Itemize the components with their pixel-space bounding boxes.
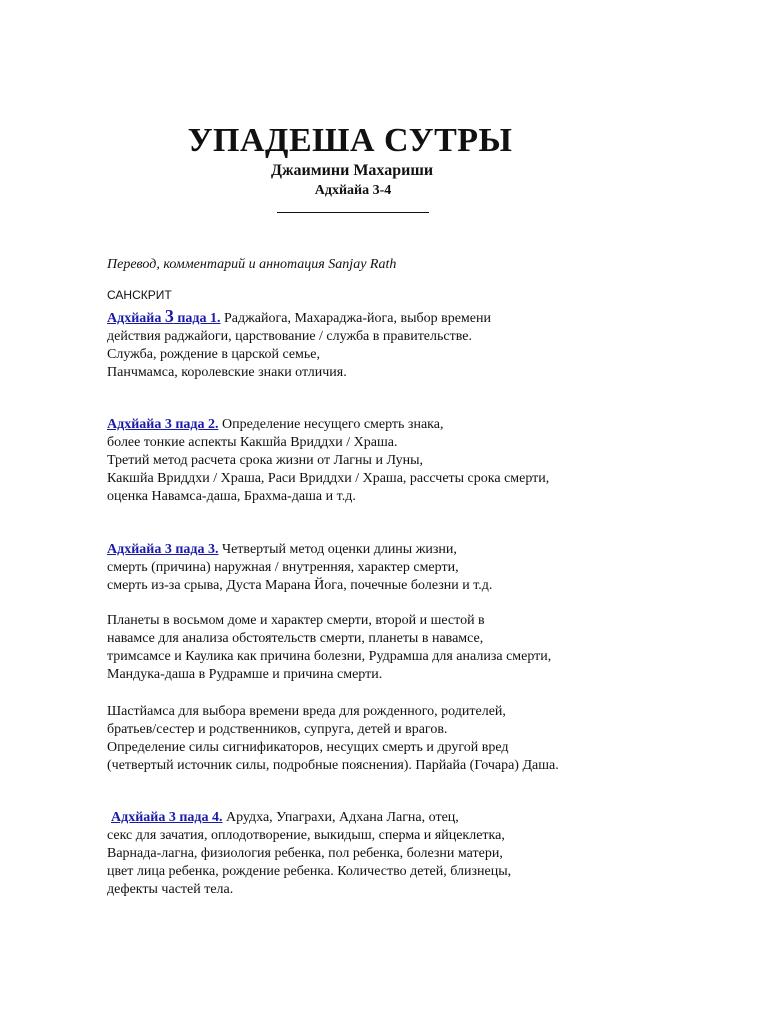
translation-note: Перевод, комментарий и аннотация Sanjay Rath: [107, 257, 397, 272]
section-line: Адхйайа 3 пада 4. Арудха, Упаграхи, Адхана Лагна, отец,: [111, 810, 459, 825]
section-line: братьев/сестер и родственников, супруга, детей и врагов.: [107, 722, 448, 737]
section-line: тримсамсе и Каулика как причина болезни, Рудрамша для анализа смерти,: [107, 649, 552, 664]
section-line: оценка Навамса-даша, Брахма-даша и т.д.: [107, 489, 356, 504]
section-label-sanskrit: САНСКРИТ: [107, 288, 172, 302]
section-pada-3-paragraph-3: [107, 703, 559, 775]
section-line: (четвертый источник силы, подробные пояснения). Парйайа (Гочара) Даша.: [107, 758, 559, 773]
section-line: Адхйайа 3 пада 3. Четвертый метод оценки длины жизни,: [107, 542, 457, 557]
section-line: Какшйа Вриддхи / Храша, Раси Вриддхи / Храша, рассчеты срока смерти,: [107, 471, 550, 486]
section-line: Определение силы сигнификаторов, несущих смерть и другой вред: [107, 740, 509, 755]
pada-3-link[interactable]: Адхйайа 3 пада 3.: [107, 542, 219, 557]
section-line: Мандука-даша в Рудрамше и причина смерти.: [107, 667, 383, 682]
section-pada-1: [107, 307, 491, 382]
section-line: навамсе для анализа обстоятельств смерти, планеты в навамсе,: [107, 631, 484, 646]
section-line: Адхйайа 3 пада 2. Определение несущего смерть знака,: [107, 417, 444, 432]
section-line: Панчмамса, королевские знаки отличия.: [107, 365, 347, 380]
pada-4-link[interactable]: Адхйайа 3 пада 4.: [111, 810, 223, 825]
pada-1-link[interactable]: Адхйайа 3 пада 1.: [107, 306, 221, 326]
section-line: смерть из-за срыва, Дуста Марана Йога, почечные болезни и т.д.: [107, 578, 493, 593]
section-line: Шастйамса для выбора времени вреда для рожденного, родителей,: [107, 704, 506, 719]
section-line: Третий метод расчета срока жизни от Лагны и Луны,: [107, 453, 423, 468]
section-line: Планеты в восьмом доме и характер смерти, второй и шестой в: [107, 613, 485, 628]
section-line: Адхйайа 3 пада 1. Раджайога, Махараджа-йога, выбор времени: [107, 306, 491, 326]
section-pada-4-body: [107, 827, 511, 899]
section-pada-4: [111, 809, 459, 827]
section-pada-3-paragraph-2: [107, 612, 551, 684]
section-line: Варнада-лагна, физиология ребенка, пол ребенка, болезни матери,: [107, 846, 503, 861]
section-line: Служба, рождение в царской семье,: [107, 347, 320, 362]
section-pada-2: [107, 416, 549, 506]
document-title: УПАДЕША СУТРЫ: [187, 122, 513, 159]
section-line: более тонкие аспекты Какшйа Вриддхи / Храша.: [107, 435, 398, 450]
section-line: смерть (причина) наружная / внутренняя, характер смерти,: [107, 560, 459, 575]
section-line: секс для зачатия, оплодотворение, выкидыш, сперма и яйцеклетка,: [107, 828, 505, 843]
section-line: дефекты частей тела.: [107, 882, 234, 897]
section-line: действия раджайоги, царствование / служба в правительстве.: [107, 329, 472, 344]
document-subtitle: Адхйайа 3-4: [314, 183, 392, 198]
section-pada-3: [107, 541, 492, 595]
pada-2-link[interactable]: Адхйайа 3 пада 2.: [107, 417, 219, 432]
section-line: цвет лица ребенка, рождение ребенка. Количество детей, близнецы,: [107, 864, 512, 879]
title-divider: [277, 212, 429, 213]
document-author: Джаимини Махариши: [270, 162, 434, 179]
